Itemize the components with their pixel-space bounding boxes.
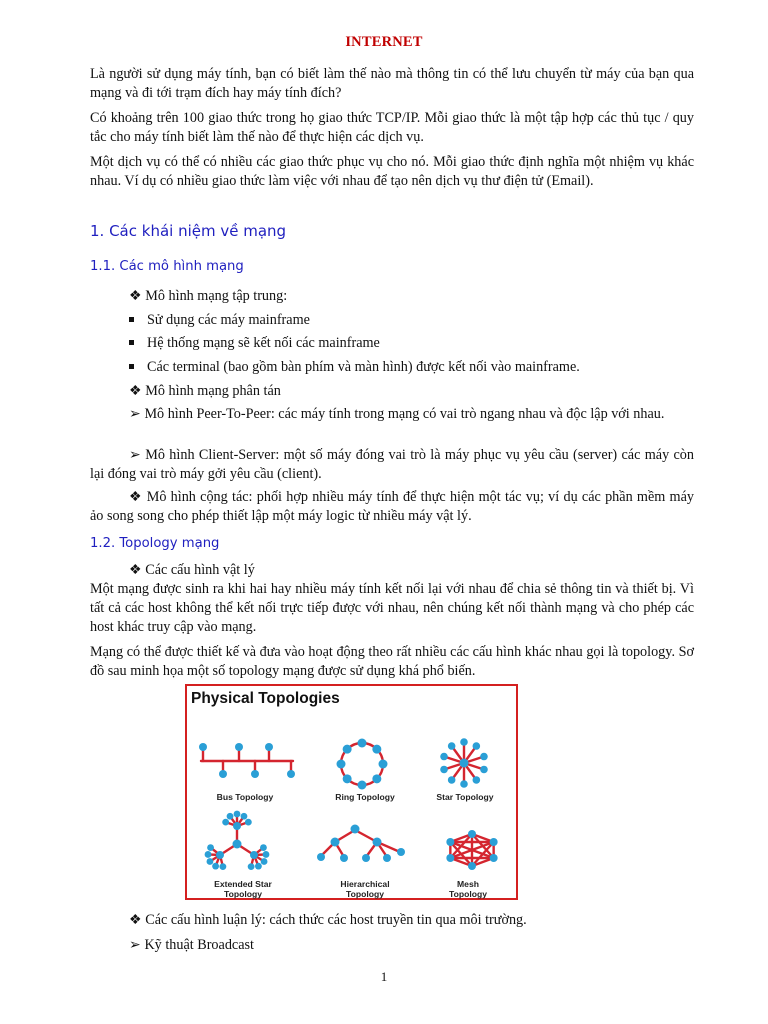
star-node — [448, 776, 456, 784]
network-paragraph-2: Mạng có thể được thiết kế và đưa vào hoạt động theo rất nhiều các cấu hình khác nhau gọi là topology. Sơ đồ sau minh họa một số topology mạng được sử dụng khá phổ biến. — [90, 644, 694, 679]
figure-title: Physical Topologies — [191, 690, 340, 707]
network-paragraph-1: Một mạng được sinh ra khi hai hay nhiều máy tính kết nối lại với nhau để chia sẻ thông tin và thiết bị. Vì tất cả các host không thể kết nối trực tiếp được với nhau, nên chúng kết nối thành mạng và cho phép các host khác truy cập vào mạng. — [90, 581, 694, 635]
logical-config-text: Các cấu hình luận lý: cách thức các host truyền tin qua môi trường. — [145, 912, 527, 928]
diamond-bullet-icon: ❖ — [129, 489, 143, 505]
intro-paragraph-2: Có khoảng trên 100 giao thức trong họ giao thức TCP/IP. Mỗi giao thức là một tập hợp các thủ tục / quy tắc cho máy tính biết làm thế nào để thực hiện các dịch vụ. — [90, 110, 694, 145]
ring-topology-diagram — [337, 739, 388, 790]
intro-paragraph-1: Là người sử dụng máy tính, bạn có biết làm thế nào mà thông tin có thể lưu chuyển từ máy của bạn qua mạng và đi tới trạm đích hay máy tính đích? — [90, 66, 694, 101]
extended-star-topology-label: Extended Star Topology — [214, 879, 272, 899]
square-bullet-icon — [129, 364, 134, 369]
extended-star-node — [245, 819, 252, 826]
centralized-model-item — [129, 287, 287, 306]
cooperative-text: Mô hình cộng tác: phối hợp nhiều máy tính để thực hiện một tác vụ; ví dụ các phần mềm máy ảo song song cho phép thiết lập một máy logic từ nhiều máy vật lý. — [90, 489, 694, 524]
square-bullet-icon — [129, 340, 134, 345]
hierarchical-topology-diagram — [317, 825, 405, 863]
bullet-item — [129, 311, 310, 330]
distributed-model-item — [129, 382, 281, 401]
bus-topology-label: Bus Topology — [216, 792, 274, 802]
star-node — [480, 766, 488, 774]
bullet-text: Sử dụng các máy mainframe — [147, 312, 310, 328]
logical-config-item — [129, 911, 527, 930]
extended-star-node — [227, 813, 234, 820]
ring-node — [343, 774, 352, 783]
distributed-model-text: Mô hình mạng phân tán — [145, 383, 281, 399]
extended-star-node — [234, 811, 241, 818]
diamond-bullet-icon: ❖ — [129, 562, 142, 578]
physical-config-text: Các cấu hình vật lý — [145, 562, 255, 578]
star-node — [480, 753, 488, 761]
star-node — [473, 742, 481, 750]
star-node — [460, 780, 468, 788]
ring-node — [343, 745, 352, 754]
bullet-text: Các terminal (bao gồm bàn phím và màn hình) được kết nối vào mainframe. — [147, 359, 580, 375]
star-topology-label: Star Topology — [436, 792, 494, 802]
broadcast-text: Kỹ thuật Broadcast — [144, 937, 254, 953]
client-server-text: Mô hình Client-Server: một số máy đóng vai trò là máy phục vụ yêu cầu (server) các máy còn lại đóng vai trò máy gởi yêu cầu (client). — [90, 447, 694, 482]
extended-star-node — [219, 863, 226, 870]
ring-node — [379, 760, 388, 769]
page-number: 1 — [380, 969, 388, 984]
extended-star-node — [260, 844, 267, 851]
star-node — [460, 738, 468, 746]
physical-config-item — [129, 561, 255, 580]
extended-star-hub — [250, 851, 258, 859]
section-heading-1: 1. Các khái niệm về mạng — [90, 222, 287, 240]
client-server-paragraph — [90, 446, 694, 484]
extended-star-node — [261, 858, 268, 865]
star-hub-node — [460, 759, 469, 768]
arrow-bullet-icon: ➢ — [129, 937, 141, 953]
mesh-node — [490, 854, 498, 862]
bullet-item — [129, 334, 380, 353]
extended-star-node — [263, 851, 270, 858]
extended-star-node — [212, 863, 219, 870]
bus-topology-diagram — [199, 743, 295, 778]
extended-star-node — [207, 844, 214, 851]
p2p-paragraph — [90, 405, 694, 424]
cooperative-paragraph — [90, 488, 694, 526]
mesh-node — [446, 838, 454, 846]
mesh-topology-diagram — [446, 830, 497, 870]
mesh-node — [468, 830, 476, 838]
ring-node — [358, 739, 367, 748]
page-title: INTERNET — [345, 34, 423, 50]
star-node — [473, 776, 481, 784]
section-heading-1-1: 1.1. Các mô hình mạng — [90, 259, 244, 274]
extended-star-node — [241, 813, 248, 820]
extended-star-node — [255, 863, 262, 870]
arrow-bullet-icon: ➢ — [129, 447, 141, 463]
section-heading-1-2: 1.2. Topology mạng — [90, 536, 220, 551]
broadcast-item — [129, 936, 254, 955]
square-bullet-icon — [129, 317, 134, 322]
extended-star-node — [222, 819, 229, 826]
star-node — [440, 753, 448, 761]
bullet-item — [129, 358, 580, 377]
extended-star-center — [233, 840, 242, 849]
extended-star-topology-diagram — [205, 811, 270, 870]
star-node — [440, 766, 448, 774]
ring-node — [337, 760, 346, 769]
diamond-bullet-icon: ❖ — [129, 288, 142, 304]
intro-paragraph-3: Một dịch vụ có thể có nhiều các giao thức phục vụ cho nó. Mỗi giao thức định nghĩa một nhiệm vụ khác nhau. Ví dụ có nhiều giao thức làm việc với nhau để tạo nên dịch vụ thư điện tử (Email). — [90, 154, 694, 189]
extended-star-hub — [216, 851, 224, 859]
mesh-node — [490, 838, 498, 846]
diamond-bullet-icon: ❖ — [129, 383, 142, 399]
centralized-model-text: Mô hình mạng tập trung: — [141, 288, 288, 304]
arrow-bullet-icon: ➢ — [129, 406, 141, 422]
extended-star-node — [248, 863, 255, 870]
diamond-bullet-icon: ❖ — [129, 912, 142, 928]
bullet-text: Hệ thống mạng sẽ kết nối các mainframe — [147, 335, 380, 351]
ring-node — [372, 774, 381, 783]
ring-node — [358, 781, 367, 790]
physical-topologies-figure — [185, 684, 518, 900]
extended-star-node — [207, 858, 214, 865]
star-node — [448, 742, 456, 750]
mesh-topology-label: Mesh Topology — [448, 879, 488, 899]
extended-star-node — [205, 851, 212, 858]
ring-node — [372, 745, 381, 754]
mesh-node — [468, 862, 476, 870]
ring-topology-label: Ring Topology — [335, 792, 395, 802]
mesh-node — [446, 854, 454, 862]
star-topology-diagram — [440, 738, 488, 788]
p2p-text: Mô hình Peer-To-Peer: các máy tính trong mạng có vai trò ngang nhau và độc lập với nhau. — [144, 406, 665, 422]
hierarchical-topology-label: Hierarchical Topology — [340, 879, 390, 899]
extended-star-hub — [233, 822, 241, 830]
